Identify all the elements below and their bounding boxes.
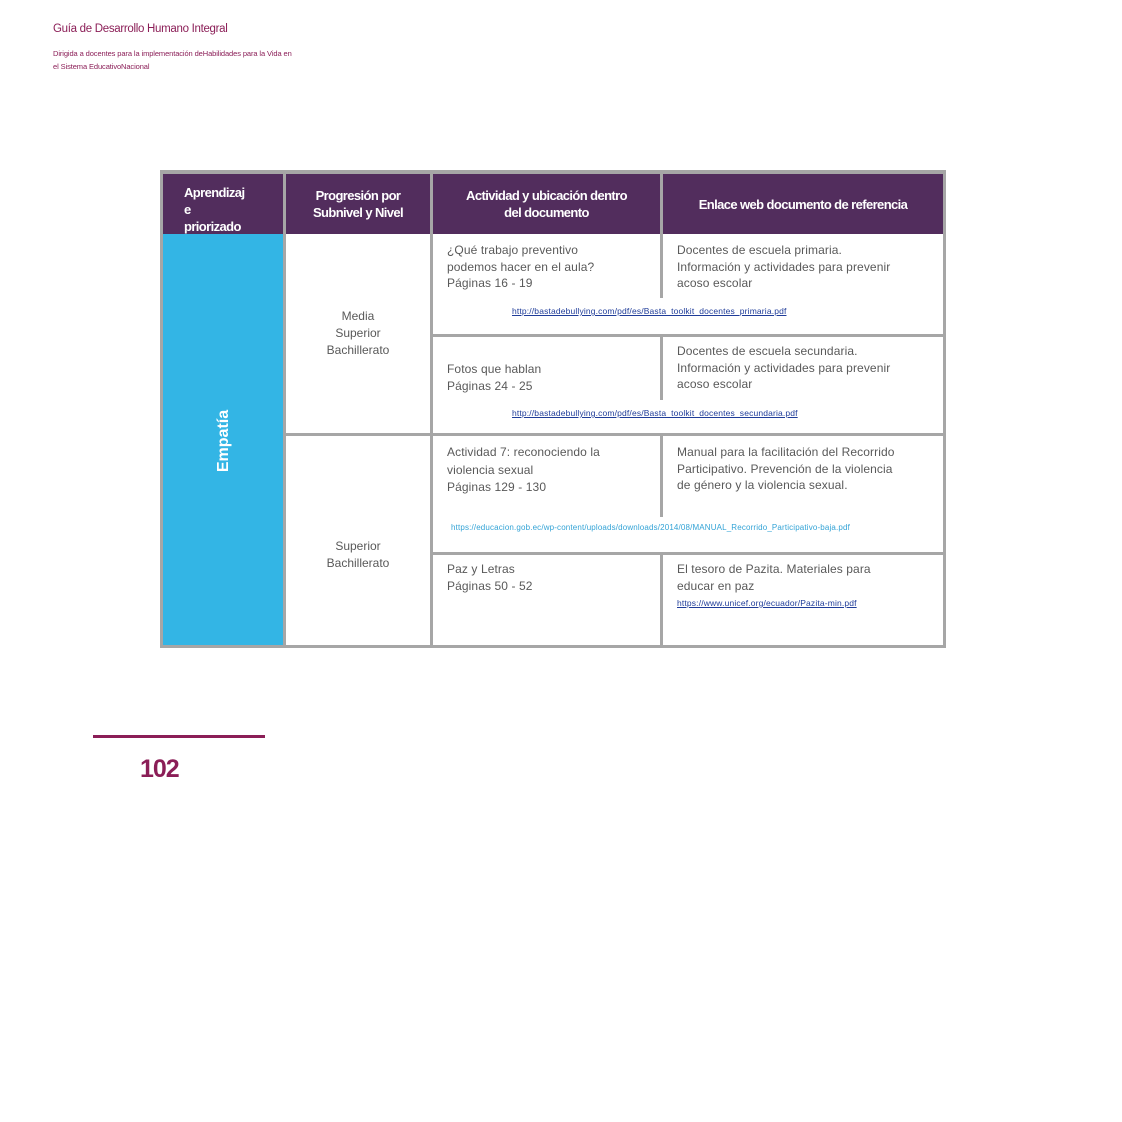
reference-link[interactable]: http://bastadebullying.com/pdf/es/Basta_toolkit_docentes_secundaria.pdf [512, 408, 798, 418]
header-progresion: Progresión por Subnivel y Nivel [286, 174, 430, 234]
reference-text: Manual para la facilitación del Recorrido Participativo. Prevención de la violencia de género y la violencia sexual. [677, 445, 895, 492]
table-row [433, 337, 943, 433]
level-cell-superior [286, 436, 430, 645]
activity-text: Actividad 7: reconociendo la violencia sexual Páginas 129 - 130 [447, 445, 600, 494]
footer-divider [93, 735, 265, 738]
header-aprendizaje: Aprendizaj e priorizado [163, 174, 283, 234]
activity-text: Fotos que hablan Páginas 24 - 25 [447, 362, 542, 393]
reference-text: Docentes de escuela secundaria. Información y actividades para prevenir acoso escolar [677, 344, 891, 391]
activity-text: ¿Qué trabajo preventivo podemos hacer en el aula? Páginas 16 - 19 [447, 243, 595, 290]
table-row [433, 555, 943, 645]
document-subtitle: Dirigida a docentes para la implementación deHabilidades para la Vida en el Sistema EducativoNacional [53, 49, 292, 71]
skill-cell [163, 234, 283, 645]
reference-text: El tesoro de Pazita. Materiales para educar en paz [677, 562, 871, 593]
activity-text: Paz y Letras Páginas 50 - 52 [447, 562, 533, 593]
skill-label: Empatía [215, 409, 232, 473]
page-number: 102 [140, 755, 179, 783]
level-label: Superior Bachillerato [326, 538, 390, 570]
reference-link[interactable]: http://bastadebullying.com/pdf/es/Basta_toolkit_docentes_primaria.pdf [512, 306, 787, 316]
reference-link[interactable]: https://educacion.gob.ec/wp-content/uploads/downloads/2014/08/MANUAL_Recorrido_Participativo-baja.pdf [451, 523, 850, 532]
document-title: Guía de Desarrollo Humano Integral [53, 23, 228, 35]
level-label: Media Superior Bachillerato [326, 309, 390, 357]
table-row [433, 436, 943, 552]
header-enlace: Enlace web documento de referencia [663, 174, 943, 234]
reference-text: Docentes de escuela primaria. Información y actividades para prevenir acoso escolar [677, 243, 891, 290]
reference-link[interactable]: https://www.unicef.org/ecuador/Pazita-min.pdf [677, 598, 857, 608]
header-actividad: Actividad y ubicación dentro del documento [433, 174, 660, 234]
level-cell-media-superior [286, 234, 430, 433]
resource-table [160, 170, 946, 648]
table-row [433, 234, 943, 334]
